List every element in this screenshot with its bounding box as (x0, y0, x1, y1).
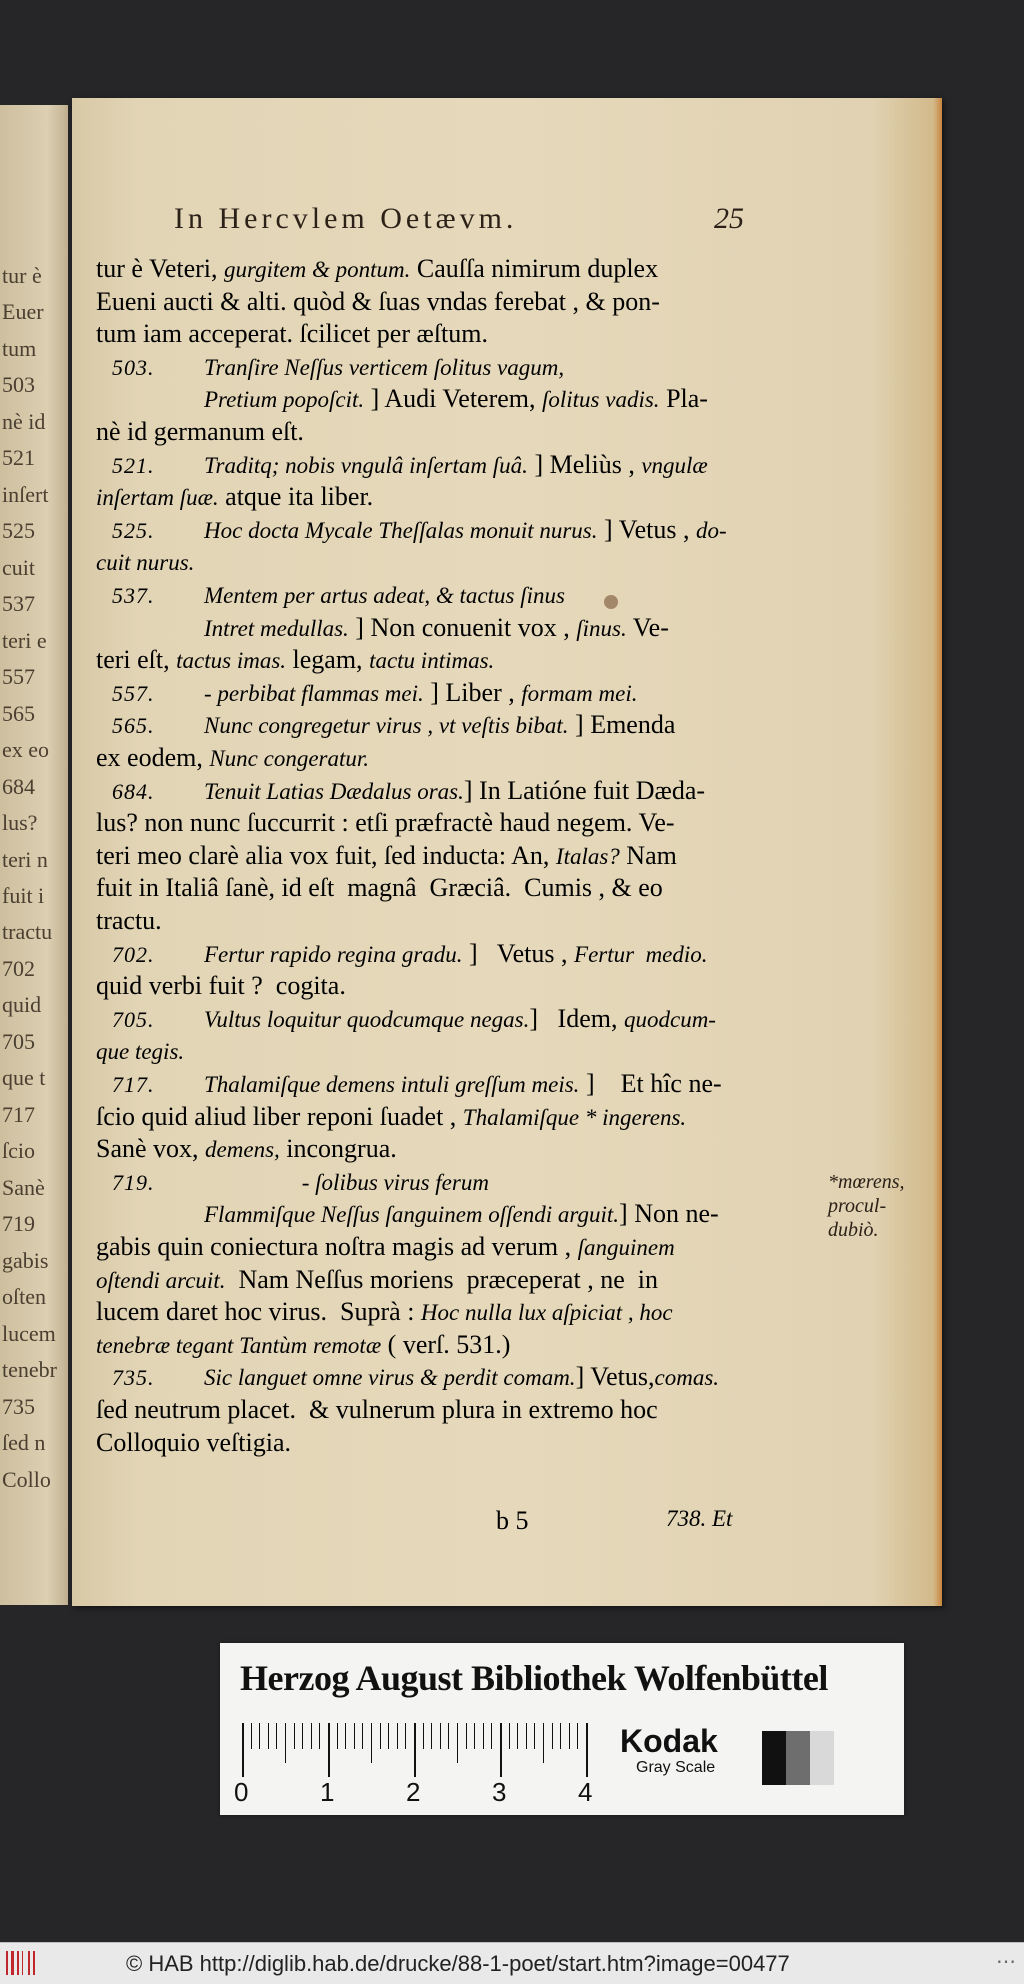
ruler-tick (362, 1723, 363, 1749)
facing-page-fragment: 565 (2, 700, 35, 726)
ruler-tick (526, 1723, 527, 1749)
running-head-title: In Hercvlem Oetævm. (174, 202, 518, 235)
ruler-tick (380, 1723, 381, 1749)
facing-page-fragment: 719 (2, 1211, 35, 1237)
ruler-tick (474, 1723, 475, 1749)
text-line (96, 678, 638, 709)
text-line (96, 1069, 722, 1100)
facing-page-fragment: ſed n (2, 1430, 46, 1456)
text-segment: ] Et hîc ne- (579, 1069, 722, 1098)
italic-segment: Thalamiſque demens intuli greſſum meis. (204, 1072, 580, 1097)
ruler-tick (466, 1723, 467, 1749)
text-line (96, 547, 194, 578)
italic-segment: tactu intimas. (369, 648, 495, 674)
text-segment: ] Non conuenit vox , (348, 612, 577, 642)
verse-number: 525. (112, 517, 155, 543)
italic-segment: vngulæ (641, 452, 708, 478)
facing-page-fragment: tenebr (2, 1357, 57, 1383)
text-segment: ] Vetus , (462, 938, 575, 968)
ruler-tick (259, 1723, 260, 1749)
ruler-tick (534, 1723, 535, 1749)
text-line (96, 1004, 716, 1035)
facing-page-fragment: 525 (2, 518, 35, 544)
italic-segment: que tegis. (96, 1039, 185, 1065)
italic-segment: Tranſire Neſſus verticem ſolitus vagum, (204, 354, 565, 380)
text-line (96, 841, 677, 872)
running-head (174, 202, 774, 236)
facing-page-fragment: ex eo (2, 737, 50, 763)
verse-number: 684. (112, 778, 155, 804)
ruler-label: 1 (320, 1777, 335, 1807)
verse-number: 717. (112, 1072, 155, 1097)
italic-segment: quodcum- (623, 1006, 716, 1032)
italic-segment: Flammiſque Neſſus ſanguinem oſſendi arguit. (204, 1202, 620, 1228)
text-line (96, 287, 660, 317)
ruler-label: 0 (234, 1777, 249, 1807)
facing-page-fragment: ſcio (2, 1138, 35, 1164)
verse-number: 735. (112, 1365, 155, 1391)
ruler-tick (483, 1723, 484, 1749)
italic-segment: Vultus loquitur quodcumque negas. (204, 1006, 530, 1032)
margin-note (828, 1170, 904, 1242)
facing-page-fragment: inſert (2, 481, 49, 507)
italic-segment: comas. (654, 1365, 720, 1391)
verse-number: 702. (112, 941, 155, 967)
ruler-tick (440, 1723, 441, 1749)
ruler-label: 3 (492, 1777, 507, 1807)
ruler-tick (319, 1723, 320, 1749)
text-segment: ] In Latióne fuit Dæda- (463, 775, 706, 805)
ruler-tick (577, 1723, 578, 1749)
italic-segment: Mentem per artus adeat, & tactus ſinus (204, 583, 565, 608)
ruler-tick (405, 1723, 406, 1749)
text-segment: gabis quin coniectura noſtra magis ad verum , (96, 1232, 578, 1261)
ruler-tick (276, 1723, 277, 1749)
facing-page-fragment: 705 (2, 1028, 35, 1054)
italic-segment: - perbibat flammas mei. (204, 680, 424, 706)
ruler-tick (509, 1723, 510, 1749)
italic-segment: ſolitus vadis. (542, 387, 660, 413)
text-segment: ex eodem, (96, 743, 210, 772)
italic-segment: Pretium popoſcit. (204, 387, 365, 413)
ruler-tick (569, 1723, 570, 1749)
ruler-tick (397, 1723, 398, 1749)
ruler-tick (457, 1723, 458, 1763)
text-segment: teri meo clarè alia vox fuit, ſed inducta: An, (96, 840, 556, 870)
text-line (96, 580, 565, 611)
facing-page-fragment: 521 (2, 445, 35, 471)
ruler-tick (552, 1723, 553, 1749)
ruler-tick (371, 1723, 372, 1763)
facing-page-fragment: 557 (2, 664, 35, 690)
italic-segment: do- (695, 517, 727, 543)
text-segment: incongrua. (279, 1134, 397, 1164)
book-page (72, 98, 942, 1606)
text-line (96, 1036, 184, 1067)
text-line (96, 450, 708, 481)
text-segment: Nam Neſſus moriens præceperat , ne in (225, 1264, 658, 1294)
margin-note-line: procul- (828, 1195, 887, 1217)
italic-segment: Thalamiſque * ingerens. (462, 1104, 687, 1130)
text-segment: ] Liber , (423, 677, 522, 707)
ruler-label: 4 (578, 1777, 593, 1807)
facing-page-fragment: 503 (2, 372, 35, 398)
ruler-tick (500, 1723, 502, 1777)
text-segment: ſed neutrum placet. & vulnerum plura in extremo hoc (96, 1395, 658, 1424)
italic-segment: ſinus. (576, 615, 627, 641)
facing-page-fragment: tum (2, 335, 37, 361)
text-segment: quid verbi fuit ? cogita. (96, 971, 346, 1001)
text-line (96, 1428, 291, 1458)
facing-page-fragment: que t (2, 1065, 46, 1091)
italic-segment: Hoc nulla lux aſpiciat , hoc (420, 1300, 673, 1326)
margin-note-line: *mœrens, (828, 1171, 905, 1193)
page-stain (604, 595, 618, 609)
color-reference-card (220, 1643, 904, 1815)
text-segment: ] Idem, (529, 1003, 624, 1033)
text-line (96, 1395, 658, 1425)
facing-page-edge (0, 105, 68, 1605)
text-segment: Cauſſa nimirum duplex (410, 254, 659, 283)
verse-number: 719. (112, 1169, 155, 1195)
text-line (96, 776, 705, 807)
verse-number: 521. (112, 452, 155, 478)
facing-page-fragment: 717 (2, 1101, 35, 1127)
italic-segment: oſtendi arcuit. (96, 1267, 226, 1293)
italic-segment: inſertam ſuæ. (96, 485, 219, 511)
italic-segment: Hoc docta Mycale Theſſalas monuit nurus. (204, 517, 598, 543)
italic-segment: Traditq; nobis vngulâ inſertam ſuâ. (204, 452, 528, 478)
ruler-tick (354, 1723, 355, 1749)
facing-page-fragment: 702 (2, 955, 35, 981)
page-number: 25 (714, 202, 744, 235)
text-line (96, 1167, 489, 1198)
italic-segment: Fertur rapido regina gradu. (204, 941, 463, 967)
italic-segment: demens, (205, 1137, 280, 1163)
facing-page-fragment: teri n (2, 846, 48, 872)
text-line (96, 808, 675, 838)
ruler-tick (448, 1723, 449, 1749)
text-line (96, 417, 304, 447)
text-segment: Sanè vox, (96, 1134, 206, 1164)
italic-segment: tactus imas. (176, 648, 287, 674)
ruler-tick (285, 1723, 286, 1763)
text-line (96, 873, 663, 903)
text-line (96, 939, 708, 970)
status-bar (0, 1942, 1024, 1984)
text-line (96, 1102, 686, 1133)
italic-segment: gurgitem & pontum. (224, 257, 411, 282)
more-icon[interactable]: ⋯ (996, 1951, 1016, 1973)
text-segment: Nam (619, 840, 677, 870)
italic-segment: Nunc congeratur. (209, 746, 370, 771)
facing-page-fragment: Euer (2, 299, 44, 325)
gray-swatch (810, 1731, 834, 1785)
text-segment: Ve- (626, 612, 669, 642)
ruler-tick (294, 1723, 295, 1749)
italic-segment: Sic languet omne virus & perdit comam. (204, 1365, 576, 1391)
facing-page-fragment: lucem (2, 1320, 56, 1346)
copyright-url[interactable]: © HAB http://diglib.hab.de/drucke/88-1-poet/start.htm?image=00477 (126, 1951, 790, 1976)
ruler-tick (302, 1723, 303, 1749)
text-segment: fuit in Italiâ ſanè, id eſt magnâ Græciâ. Cumis , & eo (96, 873, 663, 903)
facing-page-fragment: 735 (2, 1393, 35, 1419)
margin-note-line: dubiò. (828, 1219, 879, 1241)
text-line (96, 613, 669, 644)
italic-segment: Fertur medio. (574, 941, 708, 967)
italic-segment: - ſolibus virus ferum (204, 1169, 489, 1195)
facing-page-fragment: Sanè (2, 1174, 45, 1200)
italic-segment: cuit nurus. (96, 550, 195, 576)
ruler-tick (491, 1723, 492, 1749)
italic-segment: Tenuit Latias Dædalus oras. (204, 778, 464, 804)
text-segment: ] Non ne- (619, 1199, 719, 1229)
text-segment: Colloquio veſtigia. (96, 1427, 291, 1457)
italic-segment: tenebræ tegant Tantùm remotæ (96, 1332, 382, 1358)
ruler-tick (242, 1723, 244, 1777)
signature-mark: b 5 (496, 1506, 529, 1535)
text-line (96, 743, 369, 774)
ruler-label: 2 (406, 1777, 421, 1807)
barcode-icon (6, 1951, 44, 1975)
text-line (96, 971, 346, 1001)
kodak-logo: Kodak (620, 1723, 718, 1759)
text-segment: ( verſ. 531.) (381, 1329, 511, 1359)
text-line (96, 1199, 719, 1230)
text-segment: atque ita liber. (218, 482, 374, 512)
text-line (96, 384, 708, 415)
text-segment: teri eſt, (96, 645, 177, 675)
text-line (96, 710, 675, 741)
italic-segment: ſanguinem (577, 1235, 675, 1260)
ruler-tick (328, 1723, 330, 1777)
text-line (96, 906, 162, 936)
gray-swatch (786, 1731, 810, 1785)
ruler-tick (388, 1723, 389, 1749)
facing-page-fragment: nè id (2, 408, 46, 434)
text-segment: tum iam acceperat. ſcilicet per æſtum. (96, 319, 489, 349)
text-segment: Pla- (659, 384, 708, 414)
text-segment: ſcio quid aliud liber reponi ſuadet , (96, 1101, 463, 1131)
facing-page-fragment: 537 (2, 591, 35, 617)
italic-segment: Intret medullas. (204, 615, 349, 641)
ruler-tick (337, 1723, 338, 1749)
ruler-tick (311, 1723, 312, 1749)
gray-scale-label: Gray Scale (636, 1759, 716, 1776)
italic-segment: Italas? (555, 843, 620, 869)
text-segment: lucem daret hoc virus. Suprà : (96, 1297, 421, 1327)
text-line (96, 1232, 675, 1263)
ruler-tick (543, 1723, 544, 1763)
text-line (96, 352, 564, 383)
text-segment: ] Meliùs , (527, 449, 642, 479)
text-line (96, 1330, 510, 1361)
ruler-tick (517, 1723, 518, 1749)
text-segment: nè id germanum eſt. (96, 417, 304, 446)
facing-page-fragment: fuit i (2, 883, 45, 908)
text-line (96, 1134, 397, 1165)
facing-page-fragment: Collo (2, 1466, 51, 1492)
ruler-tick (586, 1723, 588, 1777)
ruler-tick (423, 1723, 424, 1749)
text-line (96, 515, 727, 546)
text-segment: tur è Veteri, (96, 254, 225, 283)
text-segment: tractu. (96, 906, 162, 935)
facing-page-fragment: quid (2, 992, 42, 1018)
facing-page-fragment: oſten (2, 1284, 46, 1310)
gray-swatch (762, 1731, 786, 1785)
italic-segment: Nunc congregetur virus , vt veſtis bibat. (204, 713, 569, 739)
ruler-tick (431, 1723, 432, 1749)
italic-segment: formam mei. (521, 680, 638, 706)
facing-page-fragment: tractu (2, 919, 53, 945)
text-line (96, 645, 494, 676)
library-name: Herzog August Bibliothek Wolfenbüttel (240, 1658, 828, 1698)
verse-number: 557. (112, 680, 155, 706)
text-segment: ] Vetus, (575, 1362, 655, 1392)
facing-page-fragment: tur è (2, 263, 42, 288)
text-line (96, 319, 488, 349)
ruler-tick (251, 1723, 252, 1749)
text-segment: ] Vetus , (597, 514, 696, 544)
text-segment: ] Audi Veterem, (364, 384, 542, 414)
text-segment: legam, (286, 645, 370, 675)
catchword: 738. Et (666, 1506, 733, 1531)
text-segment: lus? non nunc ſuccurrit : etſi præfractè haud negem. Ve- (96, 808, 675, 838)
text-line (96, 482, 373, 513)
verse-number: 565. (112, 713, 155, 739)
facing-page-fragment: 684 (2, 773, 35, 799)
verse-number: 537. (112, 583, 155, 608)
facing-page-fragment: teri e (2, 627, 47, 653)
text-line (96, 1297, 673, 1328)
facing-page-fragment: lus? (2, 810, 38, 836)
verse-number: 705. (112, 1006, 155, 1032)
text-segment: ] Emenda (568, 710, 676, 740)
text-line (96, 254, 658, 285)
verse-number: 503. (112, 354, 155, 380)
text-line (96, 1265, 658, 1296)
ruler-tick (414, 1723, 416, 1777)
text-line (96, 1362, 719, 1393)
scale-ruler (242, 1723, 594, 1777)
ruler-tick (345, 1723, 346, 1749)
facing-page-fragment: cuit (2, 554, 35, 580)
facing-page-fragment: gabis (2, 1247, 49, 1273)
text-segment: Eueni aucti & alti. quòd & ſuas vndas ferebat , & pon- (96, 286, 660, 316)
ruler-tick (560, 1723, 561, 1749)
ruler-tick (268, 1723, 269, 1749)
